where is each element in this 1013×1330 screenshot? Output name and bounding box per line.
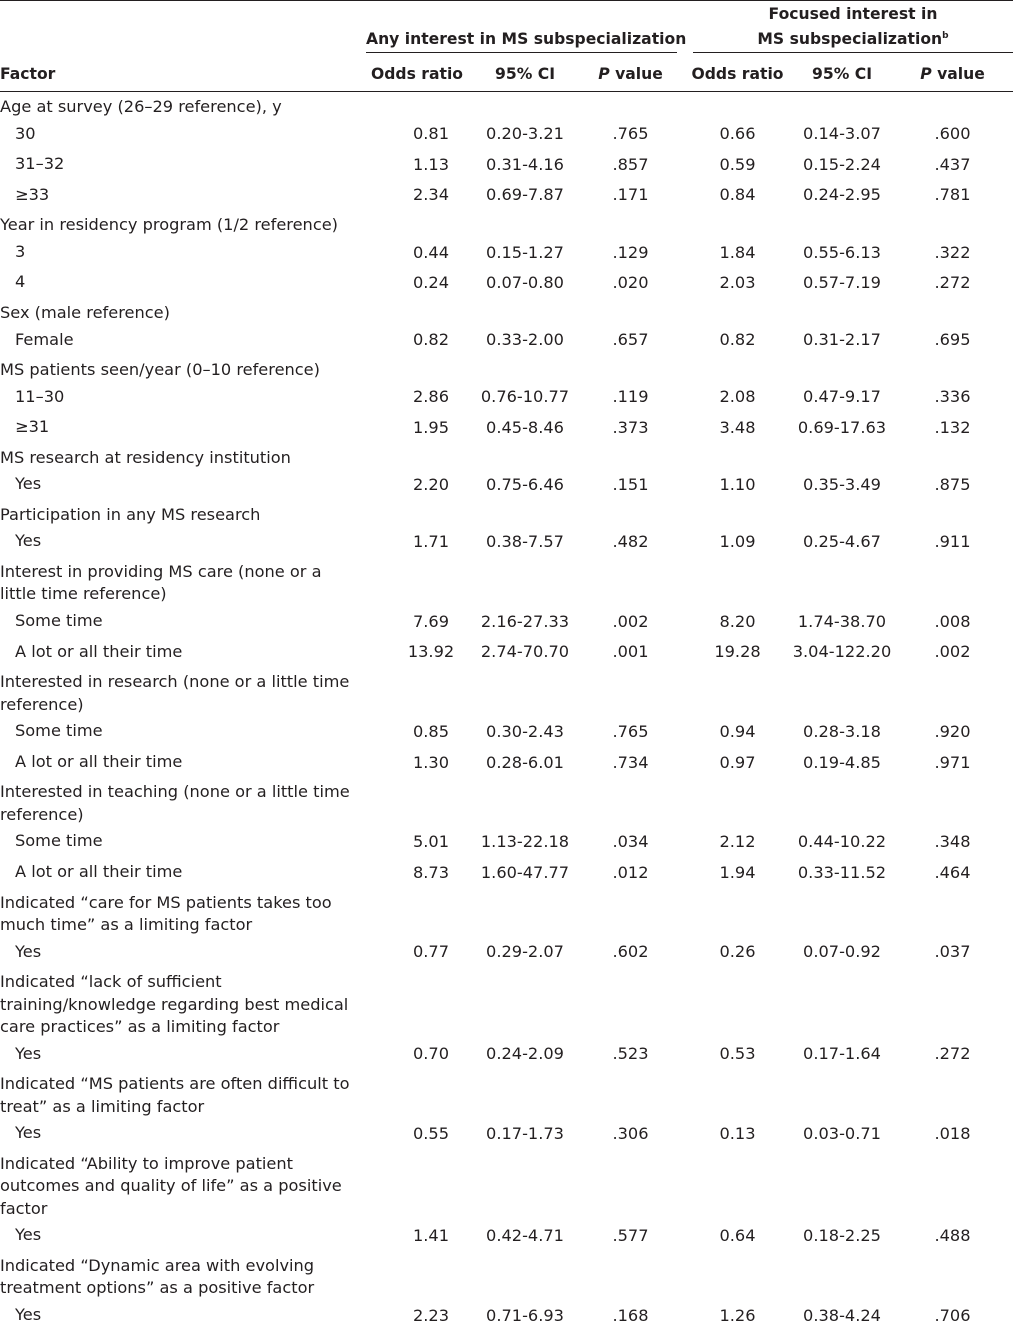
level-label: ≥33: [0, 180, 362, 211]
ci-focused-cell: 0.15-2.24: [792, 149, 892, 180]
factor-category-label: MS research at residency institution: [0, 443, 362, 470]
table-row: [0, 180, 1013, 211]
odds-ratio-any-cell: 8.73: [362, 857, 472, 888]
level-label: 31–32: [0, 149, 362, 180]
column-header-p-value: P value: [578, 57, 683, 92]
odds-ratio-any-cell: 1.71: [362, 526, 472, 557]
factor-category-label: Indicated “lack of sufficient training/knowledge regarding best medical care practices” as a limiting factor: [0, 967, 362, 1039]
table-row: [0, 324, 1013, 355]
level-label: Yes: [0, 469, 362, 500]
ci-focused-cell: 0.03-0.71: [792, 1118, 892, 1149]
table-row: [0, 382, 1013, 413]
p-value-any-cell: .119: [578, 382, 683, 413]
odds-ratio-focused-cell: 0.59: [683, 149, 792, 180]
p-value-focused-cell: .706: [892, 1300, 1013, 1330]
table-row: [0, 747, 1013, 778]
factor-category-label: Interested in teaching (none or a little time reference): [0, 777, 362, 826]
ci-focused-cell: 0.28-3.18: [792, 716, 892, 747]
level-label: Yes: [0, 1118, 362, 1149]
p-value-any-cell: .857: [578, 149, 683, 180]
column-header-odds-ratio: Odds ratio: [683, 57, 792, 92]
factor-category-row: [0, 1069, 1013, 1118]
ci-focused-cell: 0.33-11.52: [792, 857, 892, 888]
ci-any-cell: 0.38-7.57: [472, 526, 578, 557]
p-value-any-cell: .129: [578, 237, 683, 268]
ci-focused-cell: 0.19-4.85: [792, 747, 892, 778]
p-value-any-cell: .020: [578, 267, 683, 298]
odds-ratio-focused-cell: 8.20: [683, 606, 792, 637]
odds-ratio-focused-cell: 2.12: [683, 826, 792, 857]
odds-ratio-focused-cell: 1.10: [683, 469, 792, 500]
p-value-focused-cell: .336: [892, 382, 1013, 413]
column-header-factor: Factor: [0, 57, 362, 92]
factor-category-row: [0, 557, 1013, 606]
level-label: A lot or all their time: [0, 857, 362, 888]
ci-any-cell: 0.31-4.16: [472, 149, 578, 180]
factor-category-label: MS patients seen/year (0–10 reference): [0, 355, 362, 382]
p-value-any-cell: .171: [578, 180, 683, 211]
ci-any-cell: 1.60-47.77: [472, 857, 578, 888]
table-row: [0, 149, 1013, 180]
p-value-focused-cell: .132: [892, 412, 1013, 443]
odds-ratio-focused-cell: 0.82: [683, 324, 792, 355]
ci-any-cell: 0.33-2.00: [472, 324, 578, 355]
level-label: 30: [0, 119, 362, 150]
factor-category-row: [0, 210, 1013, 237]
ci-focused-cell: 0.55-6.13: [792, 237, 892, 268]
odds-ratio-any-cell: 13.92: [362, 637, 472, 668]
table-row: [0, 469, 1013, 500]
odds-ratio-focused-cell: 0.66: [683, 119, 792, 150]
p-value-any-cell: .373: [578, 412, 683, 443]
p-value-any-cell: .001: [578, 637, 683, 668]
p-value-focused-cell: .971: [892, 747, 1013, 778]
factor-category-label: Sex (male reference): [0, 298, 362, 325]
p-value-any-cell: .482: [578, 526, 683, 557]
p-value-focused-cell: .037: [892, 937, 1013, 968]
odds-ratio-focused-cell: 0.26: [683, 937, 792, 968]
odds-ratio-focused-cell: 1.94: [683, 857, 792, 888]
ci-focused-cell: 0.24-2.95: [792, 180, 892, 211]
factor-category-row: [0, 777, 1013, 826]
p-value-any-cell: .577: [578, 1220, 683, 1251]
p-value-focused-cell: .920: [892, 716, 1013, 747]
ci-any-cell: 0.45-8.46: [472, 412, 578, 443]
odds-ratio-any-cell: 0.55: [362, 1118, 472, 1149]
odds-ratio-focused-cell: 1.09: [683, 526, 792, 557]
factor-category-row: [0, 888, 1013, 937]
factor-category-row: [0, 500, 1013, 527]
odds-ratio-any-cell: 0.44: [362, 237, 472, 268]
odds-ratio-any-cell: 0.24: [362, 267, 472, 298]
factor-category-label: Participation in any MS research: [0, 500, 362, 527]
ci-focused-cell: 0.38-4.24: [792, 1300, 892, 1330]
p-value-any-cell: .034: [578, 826, 683, 857]
p-value-any-cell: .765: [578, 119, 683, 150]
table-row: [0, 119, 1013, 150]
table-row: [0, 1039, 1013, 1070]
odds-ratio-any-cell: 0.82: [362, 324, 472, 355]
odds-ratio-focused-cell: 0.64: [683, 1220, 792, 1251]
ci-any-cell: 0.17-1.73: [472, 1118, 578, 1149]
ci-any-cell: 0.29-2.07: [472, 937, 578, 968]
level-label: ≥31: [0, 412, 362, 443]
p-value-any-cell: .012: [578, 857, 683, 888]
factor-category-row: [0, 667, 1013, 716]
table-row: [0, 1300, 1013, 1330]
column-header-odds-ratio: Odds ratio: [362, 57, 472, 92]
ci-any-cell: 0.24-2.09: [472, 1039, 578, 1070]
odds-ratio-focused-cell: 2.08: [683, 382, 792, 413]
table-row: [0, 857, 1013, 888]
p-value-any-cell: .002: [578, 606, 683, 637]
odds-ratio-any-cell: 2.34: [362, 180, 472, 211]
ci-focused-cell: 1.74-38.70: [792, 606, 892, 637]
factor-category-row: [0, 443, 1013, 470]
p-value-focused-cell: .488: [892, 1220, 1013, 1251]
odds-ratio-any-cell: 1.13: [362, 149, 472, 180]
ci-focused-cell: 0.35-3.49: [792, 469, 892, 500]
odds-ratio-any-cell: 7.69: [362, 606, 472, 637]
p-value-focused-cell: .272: [892, 1039, 1013, 1070]
factor-category-row: [0, 298, 1013, 325]
odds-ratio-any-cell: 0.70: [362, 1039, 472, 1070]
level-label: Yes: [0, 1300, 362, 1330]
odds-ratio-focused-cell: 3.48: [683, 412, 792, 443]
factor-category-label: Indicated “Dynamic area with evolving treatment options” as a positive factor: [0, 1251, 362, 1300]
p-value-focused-cell: .695: [892, 324, 1013, 355]
ci-any-cell: 2.16-27.33: [472, 606, 578, 637]
level-label: Female: [0, 324, 362, 355]
p-value-focused-cell: .781: [892, 180, 1013, 211]
p-value-focused-cell: .437: [892, 149, 1013, 180]
ci-any-cell: 0.07-0.80: [472, 267, 578, 298]
p-value-any-cell: .306: [578, 1118, 683, 1149]
ci-focused-cell: 0.14-3.07: [792, 119, 892, 150]
odds-ratio-focused-cell: 0.53: [683, 1039, 792, 1070]
factor-category-label: Interest in providing MS care (none or a little time reference): [0, 557, 362, 606]
table-row: [0, 526, 1013, 557]
ci-focused-cell: 3.04-122.20: [792, 637, 892, 668]
odds-ratio-any-cell: 0.85: [362, 716, 472, 747]
p-value-focused-cell: .600: [892, 119, 1013, 150]
ci-focused-cell: 0.57-7.19: [792, 267, 892, 298]
level-label: Some time: [0, 826, 362, 857]
table-row: [0, 716, 1013, 747]
factor-category-row: [0, 1149, 1013, 1221]
footnote-marker: b: [942, 31, 948, 41]
column-header-ci: 95% CI: [792, 57, 892, 92]
table-row: [0, 412, 1013, 443]
p-value-any-cell: .168: [578, 1300, 683, 1330]
p-value-focused-cell: .875: [892, 469, 1013, 500]
factor-category-label: Age at survey (26–29 reference), y: [0, 92, 362, 119]
table-row: [0, 826, 1013, 857]
factor-category-label: Year in residency program (1/2 reference): [0, 210, 362, 237]
p-value-any-cell: .523: [578, 1039, 683, 1070]
p-value-focused-cell: .018: [892, 1118, 1013, 1149]
level-label: Some time: [0, 606, 362, 637]
level-label: Yes: [0, 1220, 362, 1251]
ci-focused-cell: 0.25-4.67: [792, 526, 892, 557]
table-row: [0, 237, 1013, 268]
factor-category-row: [0, 967, 1013, 1039]
factor-category-label: Indicated “care for MS patients takes too much time” as a limiting factor: [0, 888, 362, 937]
odds-ratio-any-cell: 1.41: [362, 1220, 472, 1251]
factor-category-row: [0, 355, 1013, 382]
factor-category-label: Interested in research (none or a little time reference): [0, 667, 362, 716]
ci-focused-cell: 0.47-9.17: [792, 382, 892, 413]
table-row: [0, 1220, 1013, 1251]
odds-ratio-focused-cell: 19.28: [683, 637, 792, 668]
p-value-any-cell: .151: [578, 469, 683, 500]
factor-category-label: Indicated “Ability to improve patient outcomes and quality of life” as a positive factor: [0, 1149, 362, 1221]
ci-any-cell: 0.30-2.43: [472, 716, 578, 747]
group-header-any-interest: Any interest in MS subspecialization: [362, 3, 683, 57]
ci-any-cell: 0.75-6.46: [472, 469, 578, 500]
p-value-focused-cell: .008: [892, 606, 1013, 637]
odds-ratio-any-cell: 1.95: [362, 412, 472, 443]
p-value-focused-cell: .272: [892, 267, 1013, 298]
ci-focused-cell: 0.44-10.22: [792, 826, 892, 857]
ci-focused-cell: 0.17-1.64: [792, 1039, 892, 1070]
odds-ratio-focused-cell: 0.84: [683, 180, 792, 211]
ci-any-cell: 0.28-6.01: [472, 747, 578, 778]
level-label: Some time: [0, 716, 362, 747]
ci-focused-cell: 0.07-0.92: [792, 937, 892, 968]
odds-ratio-focused-cell: 0.94: [683, 716, 792, 747]
p-value-any-cell: .765: [578, 716, 683, 747]
level-label: 11–30: [0, 382, 362, 413]
odds-ratio-focused-cell: 1.26: [683, 1300, 792, 1330]
p-value-focused-cell: .464: [892, 857, 1013, 888]
table-row: [0, 937, 1013, 968]
ci-any-cell: 0.76-10.77: [472, 382, 578, 413]
p-value-any-cell: .734: [578, 747, 683, 778]
column-header-row: [0, 57, 1013, 92]
p-value-focused-cell: .002: [892, 637, 1013, 668]
group-header-focused-interest: Focused interest in MS subspecialization$^b$: [683, 3, 1013, 57]
odds-ratio-any-cell: 0.81: [362, 119, 472, 150]
ci-any-cell: 0.42-4.71: [472, 1220, 578, 1251]
level-label: Yes: [0, 937, 362, 968]
ci-focused-cell: 0.69-17.63: [792, 412, 892, 443]
p-value-focused-cell: .322: [892, 237, 1013, 268]
level-label: Yes: [0, 526, 362, 557]
level-label: Yes: [0, 1039, 362, 1070]
table-row: [0, 637, 1013, 668]
table-row: [0, 1118, 1013, 1149]
level-label: A lot or all their time: [0, 747, 362, 778]
column-header-p-value: P value: [892, 57, 1013, 92]
odds-ratio-any-cell: 2.86: [362, 382, 472, 413]
level-label: 3: [0, 237, 362, 268]
ci-any-cell: 0.15-1.27: [472, 237, 578, 268]
odds-ratio-focused-cell: 2.03: [683, 267, 792, 298]
odds-ratio-any-cell: 5.01: [362, 826, 472, 857]
level-label: A lot or all their time: [0, 637, 362, 668]
level-label: 4: [0, 267, 362, 298]
odds-ratio-any-cell: 0.77: [362, 937, 472, 968]
ci-focused-cell: 0.31-2.17: [792, 324, 892, 355]
ci-focused-cell: 0.18-2.25: [792, 1220, 892, 1251]
p-value-focused-cell: .348: [892, 826, 1013, 857]
table-row: [0, 606, 1013, 637]
odds-ratio-focused-cell: 0.97: [683, 747, 792, 778]
ci-any-cell: 0.20-3.21: [472, 119, 578, 150]
p-value-any-cell: .602: [578, 937, 683, 968]
odds-ratio-any-cell: 1.30: [362, 747, 472, 778]
ci-any-cell: 0.69-7.87: [472, 180, 578, 211]
p-value-focused-cell: .911: [892, 526, 1013, 557]
odds-ratio-focused-cell: 1.84: [683, 237, 792, 268]
odds-ratio-any-cell: 2.23: [362, 1300, 472, 1330]
table-row: [0, 267, 1013, 298]
odds-ratio-focused-cell: 0.13: [683, 1118, 792, 1149]
factor-category-row: [0, 1251, 1013, 1300]
ci-any-cell: 1.13-22.18: [472, 826, 578, 857]
factor-category-row: [0, 92, 1013, 119]
odds-ratio-any-cell: 2.20: [362, 469, 472, 500]
table-body: [0, 92, 1013, 1330]
ci-any-cell: 2.74-70.70: [472, 637, 578, 668]
factor-category-label: Indicated “MS patients are often difficult to treat” as a limiting factor: [0, 1069, 362, 1118]
column-header-ci: 95% CI: [472, 57, 578, 92]
ci-any-cell: 0.71-6.93: [472, 1300, 578, 1330]
p-value-any-cell: .657: [578, 324, 683, 355]
